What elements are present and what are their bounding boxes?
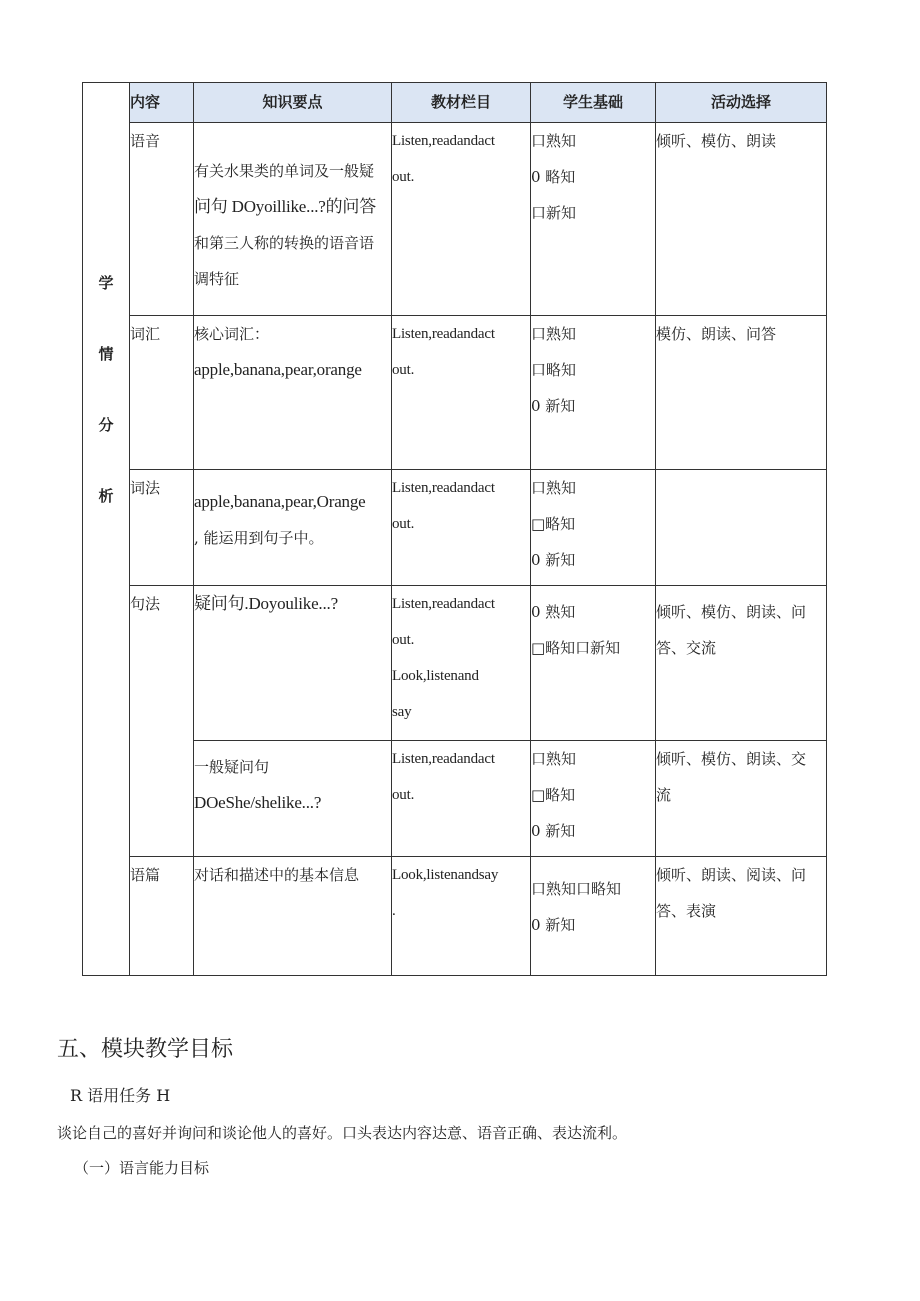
activity-cell — [656, 316, 827, 470]
student-basis-cell — [531, 741, 656, 857]
column-line: out. — [392, 362, 415, 378]
activity-cell — [656, 470, 827, 586]
knowledge-cell — [194, 857, 392, 976]
side-label-cell — [83, 83, 130, 976]
activity-line: 模仿、朗读、问答 — [656, 325, 777, 343]
activity-line: 流 — [656, 786, 672, 804]
activity-cell — [656, 123, 827, 316]
column-line: out. — [392, 632, 415, 648]
table-row — [83, 857, 827, 976]
knowledge-cell — [194, 741, 392, 857]
column-line: Listen,readandact — [392, 480, 495, 496]
basis-option: □略知 — [531, 515, 576, 533]
activity-line: 答、交流 — [656, 639, 717, 657]
knowledge-line: apple,banana,pear,orange — [194, 360, 362, 379]
activity-line: 倾听、模仿、朗读 — [656, 132, 777, 150]
activity-line: 倾听、模仿、朗读、问 — [656, 603, 807, 621]
basis-option: 0 新知 — [531, 916, 576, 934]
column-line: Look,listenand — [392, 668, 479, 684]
knowledge-line: 有关水果类的单词及一般疑 — [194, 162, 375, 180]
textbook-column-cell — [392, 586, 531, 741]
textbook-column-cell — [392, 316, 531, 470]
column-line: say — [392, 704, 412, 720]
knowledge-line: 调特征 — [194, 270, 240, 288]
basis-option: 口略知 — [531, 361, 577, 379]
side-label-char: 分 — [98, 416, 114, 434]
basis-option: 口熟知 — [531, 132, 577, 150]
column-line: out. — [392, 169, 415, 185]
side-label-char: 情 — [98, 345, 114, 363]
basis-option: 口熟知 — [531, 325, 577, 343]
category-cell: 词汇 — [130, 316, 194, 470]
knowledge-line: 对话和描述中的基本信息 — [194, 866, 360, 884]
basis-option: □略知口新知 — [531, 639, 621, 657]
side-label-char: 学 — [98, 274, 114, 292]
activity-cell — [656, 857, 827, 976]
column-line: . — [392, 903, 396, 919]
table-row — [83, 123, 827, 316]
column-line: out. — [392, 516, 415, 532]
knowledge-cell — [194, 123, 392, 316]
header-textbook-column: 教材栏目 — [392, 83, 531, 123]
student-basis-cell — [531, 857, 656, 976]
header-content: 内容 — [130, 83, 194, 123]
knowledge-line: 问句 DOyoillike...?的问答 — [194, 197, 377, 216]
category-cell: 语篇 — [130, 857, 194, 976]
activity-line: 倾听、朗读、阅读、问 — [656, 866, 807, 884]
subheading: （一）语言能力目标 — [74, 1159, 210, 1177]
header-activity: 活动选择 — [656, 83, 827, 123]
header-student-basis: 学生基础 — [531, 83, 656, 123]
basis-option: □略知 — [531, 786, 576, 804]
category-cell: 句法 — [130, 586, 194, 857]
header-knowledge: 知识要点 — [194, 83, 392, 123]
task-description: 谈论自己的喜好并询问和谈论他人的喜好。口头表达内容达意、语音正确、表达流利。 — [57, 1124, 628, 1142]
student-basis-cell — [531, 123, 656, 316]
knowledge-line: DOeShe/shelike...? — [194, 793, 322, 812]
knowledge-cell — [194, 470, 392, 586]
knowledge-line: 和第三人称的转换的语音语 — [194, 234, 375, 252]
knowledge-cell — [194, 586, 392, 741]
textbook-column-cell — [392, 857, 531, 976]
activity-line: 答、表演 — [656, 902, 717, 920]
knowledge-cell — [194, 316, 392, 470]
column-line: Look,listenandsay — [392, 867, 499, 883]
basis-option: 0 新知 — [531, 822, 576, 840]
task-label: R 语用任务 H — [70, 1086, 171, 1105]
knowledge-line: , 能运用到句子中。 — [194, 529, 324, 547]
learning-analysis-table — [82, 82, 827, 976]
basis-option: 0 新知 — [531, 551, 576, 569]
basis-option: 0 新知 — [531, 397, 576, 415]
section-title: 五、模块教学目标 — [57, 1037, 234, 1062]
knowledge-line: 核心词汇： — [194, 325, 270, 343]
student-basis-cell — [531, 586, 656, 741]
textbook-column-cell — [392, 123, 531, 316]
table-row — [83, 741, 827, 857]
student-basis-cell — [531, 470, 656, 586]
basis-option: 口熟知 — [531, 750, 577, 768]
category-cell: 语音 — [130, 123, 194, 316]
column-line: Listen,readandact — [392, 326, 495, 342]
basis-option: 0 熟知 — [531, 603, 576, 621]
basis-option: 口新知 — [531, 204, 577, 222]
table-row — [83, 316, 827, 470]
basis-option: 口熟知 — [531, 479, 577, 497]
textbook-column-cell — [392, 741, 531, 857]
table-header-row — [83, 83, 827, 123]
column-line: Listen,readandact — [392, 596, 495, 612]
column-line: Listen,readandact — [392, 133, 495, 149]
activity-cell — [656, 586, 827, 741]
knowledge-line: 疑问句.Doyoulike...? — [194, 594, 338, 613]
column-line: Listen,readandact — [392, 751, 495, 767]
category-cell: 词法 — [130, 470, 194, 586]
table-row — [83, 586, 827, 741]
basis-option: 0 略知 — [531, 168, 576, 186]
side-label-char: 析 — [98, 487, 114, 505]
knowledge-line: 一般疑问句 — [194, 758, 270, 776]
textbook-column-cell — [392, 470, 531, 586]
knowledge-line: apple,banana,pear,Orange — [194, 492, 366, 511]
basis-option: 口熟知口略知 — [531, 880, 622, 898]
activity-line: 倾听、模仿、朗读、交 — [656, 750, 807, 768]
table-row — [83, 470, 827, 586]
column-line: out. — [392, 787, 415, 803]
student-basis-cell — [531, 316, 656, 470]
activity-cell — [656, 741, 827, 857]
